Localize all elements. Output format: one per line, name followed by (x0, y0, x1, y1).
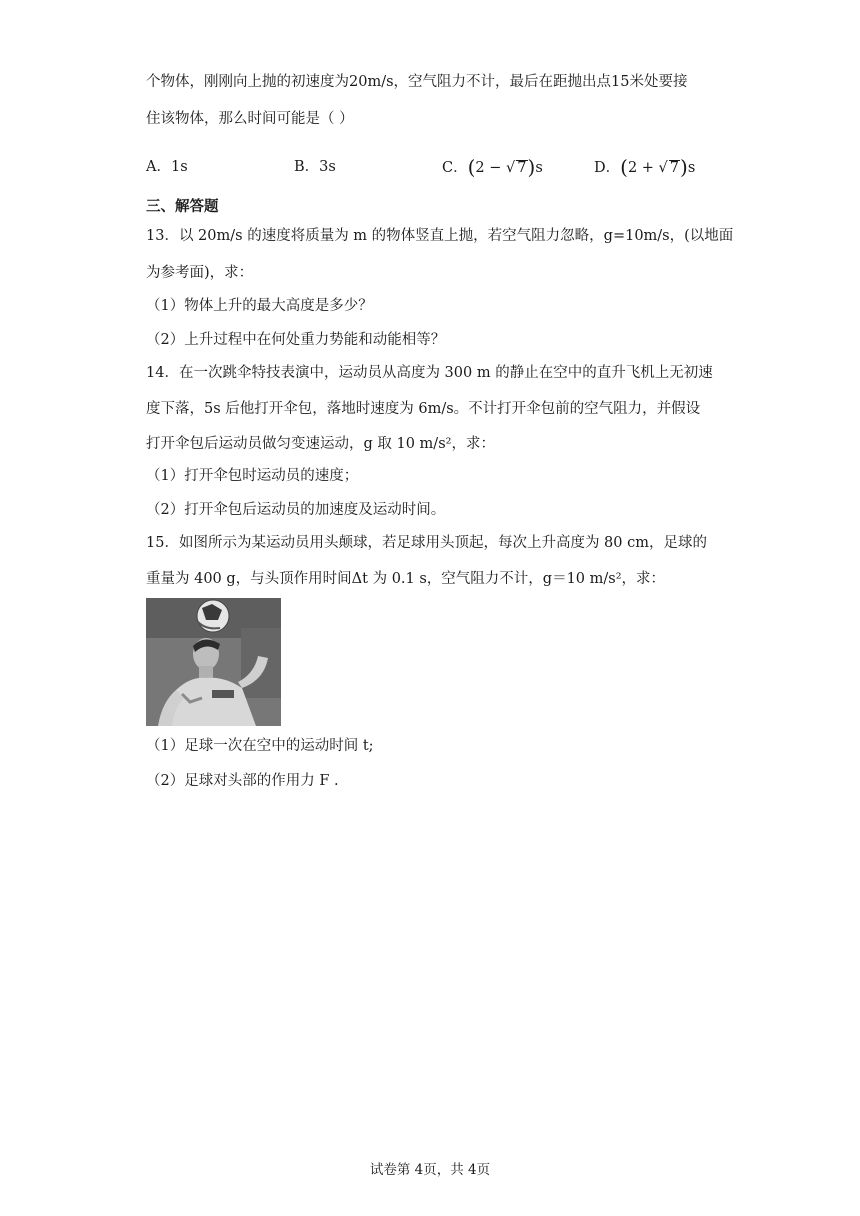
q13-sub-1: （1）物体上升的最大高度是多少？ (146, 298, 373, 314)
option-d (594, 156, 695, 179)
q15-sub-2: （2）足球对头部的作用力 F . (146, 773, 339, 789)
q12-text-line-2: 住该物体，那么时间可能是（ ） (146, 111, 354, 127)
q15-sub-1: （1）足球一次在空中的运动时间 t; (146, 738, 374, 754)
option-d-root: 7 (669, 160, 680, 176)
header-ball-photo (146, 598, 281, 726)
q12-options (146, 156, 726, 178)
option-b-value: 3s (319, 159, 336, 175)
sqrt-icon: √ (506, 160, 516, 176)
q14-text-line-2: 度下落，5s 后他打开伞包，落地时速度为 6m/s。不计打开伞包前的空气阻力，并假设 (146, 401, 701, 417)
option-b-label: B． (294, 159, 320, 175)
option-c-root: 7 (517, 160, 527, 176)
option-d-unit: s (687, 160, 696, 176)
option-c (442, 156, 543, 179)
page-footer: 试卷第 4页，共 4页 (369, 1162, 491, 1178)
option-c-label: C． (442, 160, 468, 176)
option-c-pre: 2 − (475, 160, 507, 176)
sqrt-icon: √ (658, 160, 668, 176)
paren-open: ( (467, 155, 476, 179)
option-a-label: A． (146, 159, 171, 175)
option-d-pre: 2 + (627, 160, 659, 176)
q14-sub-2: （2）打开伞包后运动员的加速度及运动时间。 (146, 502, 446, 518)
option-b (294, 156, 336, 178)
option-a-value: 1s (170, 159, 188, 175)
q15-text-line-2: 重量为 400 g，与头顶作用时间Δt 为 0.1 s，空气阻力不计，g＝10 m/s²，求： (146, 571, 666, 587)
photo-illustration (146, 598, 281, 726)
q13-text-line-1: 13．以 20m/s 的速度将质量为 m 的物体竖直上抛，若空气阻力忽略，g=10m/s，(以地面 (146, 228, 734, 244)
q12-text-line-1: 个物体，刚刚向上抛的初速度为20m/s，空气阻力不计，最后在距抛出点15米处要接 (146, 74, 688, 90)
section-title: 三、解答题 (146, 198, 219, 215)
q14-sub-1: （1）打开伞包时运动员的速度； (146, 468, 359, 484)
q14-text-line-3: 打开伞包后运动员做匀变速运动，g 取 10 m/s²，求： (146, 436, 495, 452)
q13-text-line-2: 为参考面)，求： (146, 265, 254, 281)
paren-close: ) (680, 155, 688, 179)
option-a (146, 156, 188, 178)
q15-text-line-1: 15．如图所示为某运动员用头颠球，若足球用头顶起，每次上升高度为 80 cm，足球的 (146, 535, 707, 551)
q14-text-line-1: 14．在一次跳伞特技表演中，运动员从高度为 300 m 的静止在空中的直升飞机上无初速 (146, 365, 713, 381)
q13-sub-2: （2）上升过程中在何处重力势能和动能相等？ (146, 332, 446, 348)
option-c-unit: s (535, 160, 543, 176)
paren-open: ( (620, 155, 628, 179)
paren-close: ) (527, 155, 536, 179)
option-d-label: D． (594, 160, 621, 176)
